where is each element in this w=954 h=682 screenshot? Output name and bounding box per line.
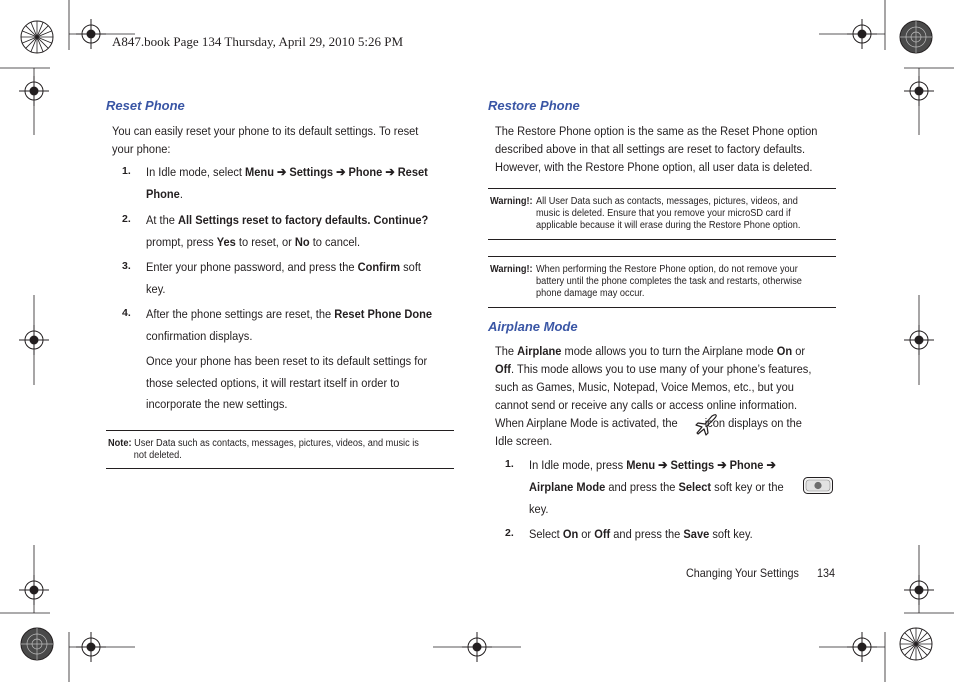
reset-followup: Once your phone has been reset to its default settings for those selected options, it will restart itself in order to incorporate the new settings. — [146, 354, 428, 411]
warning-1-top-rule — [488, 188, 836, 189]
center-key-icon — [803, 477, 833, 495]
reset-phone-intro: You can easily reset your phone to its default settings. To reset your phone: — [112, 124, 419, 156]
reset-step-4-number: 4. — [122, 307, 131, 319]
airplane-mode-heading: Airplane Mode — [488, 319, 578, 334]
restore-phone-text: The Restore Phone option is the same as the Reset Phone option described above in that all settings are reset to factory defaults. However, with the Restore Phone option, all user data is deleted. — [495, 124, 818, 174]
warning-2-bottom-rule — [488, 307, 836, 308]
footer-section-title: Changing Your Settings — [686, 566, 799, 580]
airplane-step-1: In Idle mode, press Menu ➔ Settings ➔ Phone ➔ Airplane Mode and press the Select soft key or the key. — [529, 458, 784, 516]
airplane-step-1-number: 1. — [505, 458, 514, 470]
note-bottom-rule — [106, 468, 454, 469]
restore-phone-heading: Restore Phone — [488, 98, 580, 113]
warning-2-top-rule — [488, 256, 836, 257]
airplane-step-2: Select On or Off and press the Save soft key. — [529, 527, 753, 541]
reset-step-3-number: 3. — [122, 260, 131, 272]
reset-step-1: In Idle mode, select Menu ➔ Settings ➔ Phone ➔ Reset Phone. — [146, 165, 428, 201]
reset-step-4: After the phone settings are reset, the Reset Phone Done confirmation displays. — [146, 307, 433, 343]
airplane-step-2-number: 2. — [505, 527, 514, 539]
reset-step-2-number: 2. — [122, 213, 131, 225]
airplane-mode-description: The Airplane mode allows you to turn the Airplane mode On or Off. This mode allows you to use many of your phone’s features, such as Games, Music, Notepad, Voice Memos, etc., but you cannot send or receive any calls or access online information. When Airplane Mode is activated, the icon displays on the Idle screen. — [495, 344, 812, 448]
page-number: 134 — [817, 566, 836, 580]
reset-note: Note: User Data such as contacts, messages, pictures, videos, and music is not deleted. — [108, 438, 419, 461]
airplane-icon — [694, 413, 718, 435]
warning-2-text: When performing the Restore Phone option, do not remove your battery until the phone completes the task and restarts, otherwise phone damage may occur. — [536, 264, 802, 299]
reset-step-1-number: 1. — [122, 165, 131, 177]
reset-step-2: At the All Settings reset to factory defaults. Continue? prompt, press Yes to reset, or No to cancel. — [146, 213, 429, 249]
warning-2-label: Warning!: — [490, 264, 533, 275]
reset-phone-heading: Reset Phone — [106, 98, 185, 113]
warning-1-text: All User Data such as contacts, messages, pictures, videos, and music is deleted. Ensure that you remove your microSD card if applicable because it will erase during the Restore Phone option. — [536, 196, 801, 231]
warning-1-label: Warning!: — [490, 196, 533, 207]
reset-step-3: Enter your phone password, and press the Confirm soft key. — [146, 260, 421, 296]
print-header: A847.book Page 134 Thursday, April 29, 2010 5:26 PM — [112, 34, 404, 49]
note-top-rule — [106, 430, 454, 431]
warning-1-bottom-rule — [488, 239, 836, 240]
